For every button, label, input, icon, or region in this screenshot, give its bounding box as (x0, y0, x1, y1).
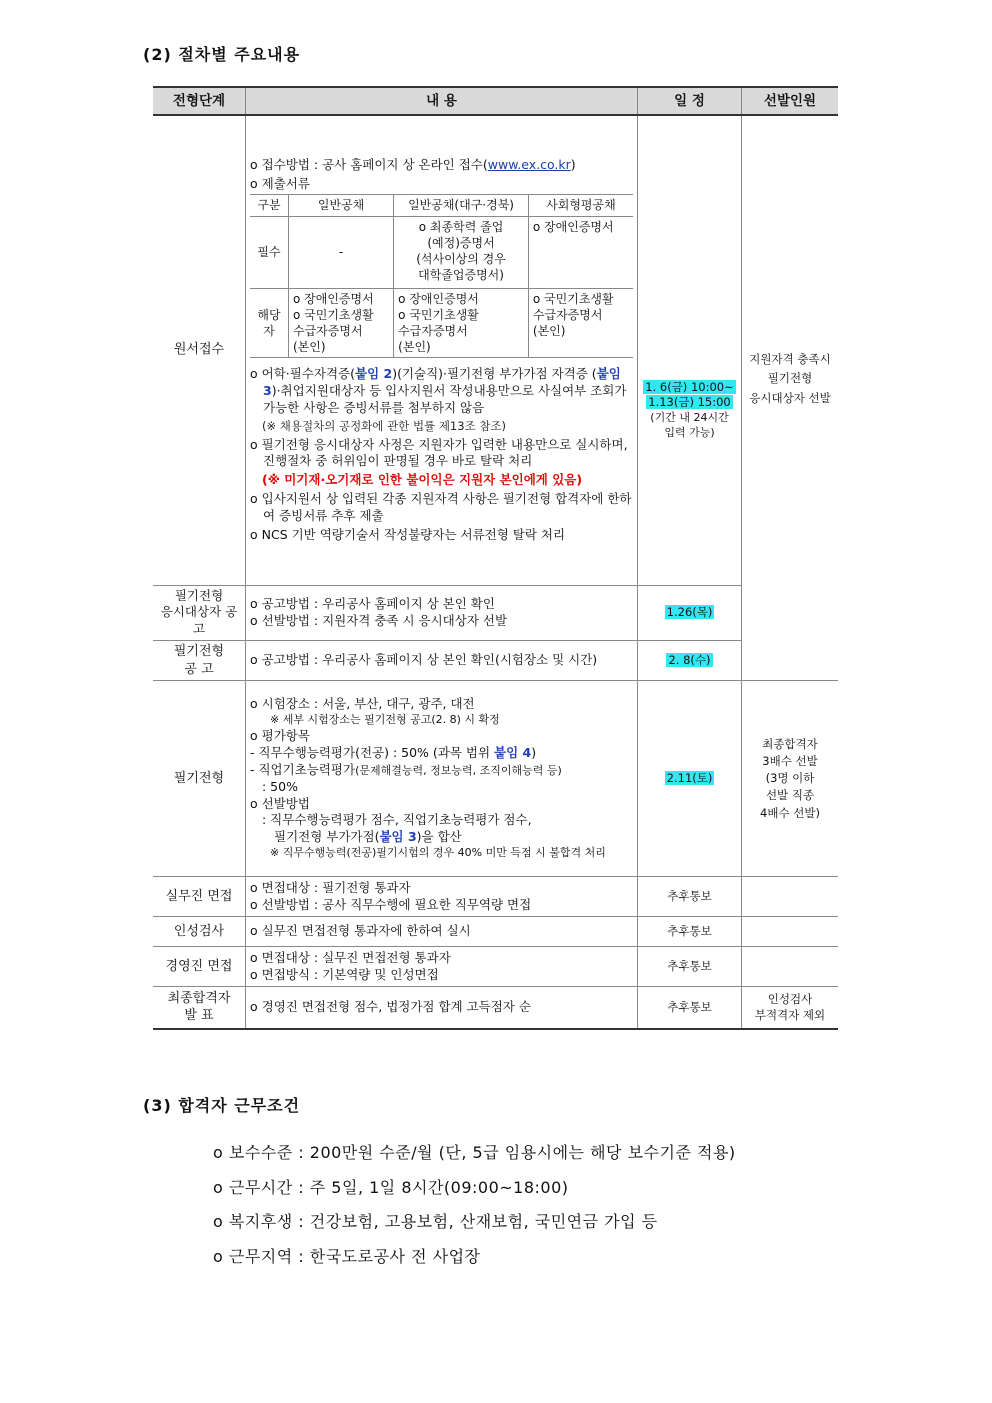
section-2-title: (2) 절차별 주요내용 (143, 45, 301, 64)
final-content: o 경영진 면접전형 점수, 법정가점 합계 고득점자 순 (246, 987, 638, 1029)
required-label: 필수 (250, 216, 289, 288)
final-schedule: 추후통보 (638, 987, 742, 1029)
condition-welfare: o 복지후생 : 건강보험, 고용보험, 산재보험, 국민연금 가입 등 (213, 1212, 658, 1231)
table-cell: o 장애인증명서 o 국민기초생활 수급자증명서 (본인) (394, 288, 529, 358)
table-header-row (153, 87, 838, 115)
application-schedule (638, 115, 742, 585)
note-certificates: o 어학·필수자격증(붙임 2)(기술직)·필기전형 부가가점 자격증 (붙임 3)·취업지원대상자 등 입사지원서 작성내용만으로 사실여부 조회가 가능한 사항은 증빙서류를 첨부하지 않음 (250, 366, 627, 416)
application-method: o 접수방법 : 공사 홈페이지 상 온라인 접수(www.ex.co.kr) (250, 156, 576, 172)
application-content (246, 115, 638, 585)
written-notice-schedule: 2. 8(수) (638, 641, 742, 681)
table-cell: o 최종학력 졸업 (예정)증명서 (석사이상의 경우 대학졸업증명서) (394, 216, 529, 288)
note-warning: (※ 미기재·오기재로 인한 불이익은 지원자 본인에게 있음) (262, 472, 583, 488)
stage-personality-test: 인성검사 (153, 917, 246, 947)
target-notice-content: o 공고방법 : 우리공사 홈페이지 상 본인 확인 o 선발방법 : 지원자격 충족 시 응시대상자 선발 (246, 585, 638, 641)
note-law: (※ 채용절차의 공정화에 관한 법률 제13조 참조) (262, 419, 507, 434)
header-selection: 선발인원 (742, 87, 839, 115)
schedule-start: 1. 6(금) 10:00~ (645, 379, 734, 394)
table-cell: o 국민기초생활 수급자증명서 (본인) (528, 288, 633, 358)
stage-application: 원서접수 (153, 115, 246, 585)
stage-final-announcement: 최종합격자 발 표 (153, 987, 246, 1029)
table-row (250, 216, 633, 288)
personality-selection (742, 917, 839, 947)
stage-written-notice: 필기전형 공 고 (153, 641, 246, 681)
executive-interview-selection (742, 947, 839, 987)
written-notice-content: o 공고방법 : 우리공사 홈페이지 상 본인 확인(시험장소 및 시간) (246, 641, 638, 681)
documents-label: o 제출서류 (250, 175, 310, 191)
procedure-table (153, 86, 838, 1030)
note-proof: o 입사지원서 상 입력된 각종 지원자격 사항은 필기전형 합격자에 한하여 증빙서류 추후 제출 (250, 491, 632, 524)
written-content: o 시험장소 : 서울, 부산, 대구, 광주, 대전 ※ 세부 시험장소는 필기전형 공고(2. 8) 시 확정 o 평가항목 - 직무수행능력평가(전공) : 50% (과목 범위 붙임 4) - 직업기초능력평가(문제해결능력, 정보능력, 조직이해능력 등) : 50% o 선발방법 : 직무수행능력평가 점수, 직업기초능력평가 점수, 필기전형 부가가점(붙임 3)을 합산 ※ 직무수행능력(전공)필기시험의 경우 40% 미만 득점 시 불합격 처리 (246, 681, 638, 877)
table-row (153, 681, 838, 877)
condition-salary: o 보수수준 : 200만원 수준/월 (단, 5급 임용시에는 해당 보수기준 적용) (213, 1143, 736, 1162)
condition-location: o 근무지역 : 한국도로공사 전 사업장 (213, 1247, 481, 1266)
stage-executive-interview: 경영진 면접 (153, 947, 246, 987)
stage-written-target-notice: 필기전형 응시대상자 공고 (153, 585, 246, 641)
sub-header-kind: 구분 (250, 195, 289, 216)
written-selection: 최종합격자 3배수 선발 (3명 이하 선발 직종 4배수 선발) (742, 681, 839, 877)
practical-interview-content: o 면접대상 : 필기전형 통과자 o 선발방법 : 공사 직무수행에 필요한 직무역량 면접 (246, 877, 638, 917)
executive-interview-content: o 면접대상 : 실무진 면접전형 통과자 o 면접방식 : 기본역량 및 인성면접 (246, 947, 638, 987)
note-ncs: o NCS 기반 역량기술서 작성불량자는 서류전형 탈락 처리 (250, 526, 566, 542)
practical-interview-selection (742, 877, 839, 917)
sub-header-social: 사회형평공채 (528, 195, 633, 216)
table-row (250, 288, 633, 358)
header-content: 내 용 (246, 87, 638, 115)
schedule-note: (기간 내 24시간 입력 가능) (650, 410, 729, 439)
personality-content: o 실무진 면접전형 통과자에 한하여 실시 (246, 917, 638, 947)
target-notice-schedule: 1.26(목) (638, 585, 742, 641)
final-selection: 인성검사 부적격자 제외 (742, 987, 839, 1029)
condition-hours: o 근무시간 : 주 5일, 1일 8시간(09:00~18:00) (213, 1178, 569, 1197)
stage-practical-interview: 실무진 면접 (153, 877, 246, 917)
table-row (153, 585, 838, 641)
documents-table (250, 194, 633, 358)
table-row (153, 641, 838, 681)
section-3-title: (3) 합격자 근무조건 (143, 1096, 301, 1115)
applicable-label: 해당자 (250, 288, 289, 358)
table-row (153, 947, 838, 987)
application-selection: 지원자격 충족시 필기전형 응시대상자 선발 (742, 115, 839, 681)
table-row (153, 917, 838, 947)
table-row (153, 877, 838, 917)
executive-interview-schedule: 추후통보 (638, 947, 742, 987)
header-stage: 전형단계 (153, 87, 246, 115)
table-row (153, 987, 838, 1029)
stage-written: 필기전형 (153, 681, 246, 877)
table-cell: o 장애인증명서 (528, 216, 633, 288)
table-row (250, 195, 633, 216)
header-schedule: 일 정 (638, 87, 742, 115)
sub-header-general: 일반공채 (289, 195, 394, 216)
homepage-link[interactable]: www.ex.co.kr (487, 156, 571, 172)
practical-interview-schedule: 추후통보 (638, 877, 742, 917)
note-screening: o 필기전형 응시대상자 사정은 지원자가 입력한 내용만으로 실시하며, 진행절차 중 허위임이 판명될 경우 바로 탈락 처리 (250, 436, 628, 469)
table-row (153, 115, 838, 585)
personality-schedule: 추후통보 (638, 917, 742, 947)
written-schedule: 2.11(토) (638, 681, 742, 877)
schedule-end: 1.13(금) 15:00 (648, 395, 731, 410)
sub-header-regional: 일반공채(대구·경북) (394, 195, 529, 216)
table-cell: - (289, 216, 394, 288)
table-cell: o 장애인증명서 o 국민기초생활 수급자증명서 (본인) (289, 288, 394, 358)
